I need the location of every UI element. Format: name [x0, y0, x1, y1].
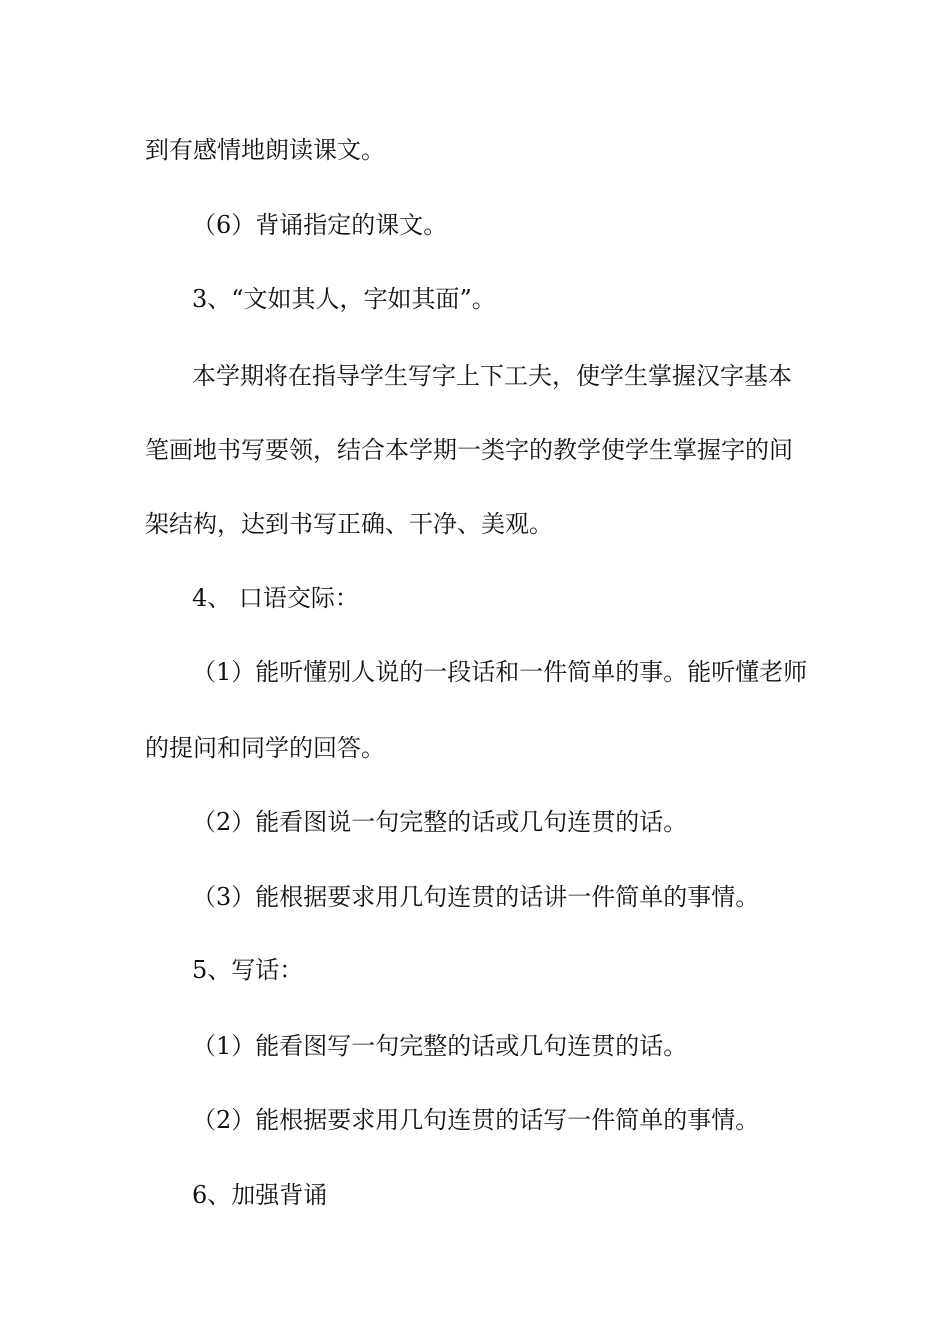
text-line: （2）能根据要求用几句连贯的话写一件简单的事情。: [192, 1106, 760, 1134]
text-line: 架结构，达到书写正确、干净、美观。: [145, 510, 553, 538]
text-line: （1）能听懂别人说的一段话和一件简单的事。能听懂老师: [192, 658, 808, 686]
text-line: （3）能根据要求用几句连贯的话讲一件简单的事情。: [192, 883, 760, 911]
text-line: （1）能看图写一句完整的话或几句连贯的话。: [192, 1032, 688, 1060]
text-line: 到有感情地朗读课文。: [145, 136, 385, 164]
text-line: 5、写话：: [192, 956, 304, 984]
text-line: 本学期将在指导学生写字上下工夫，使学生掌握汉字基本: [192, 362, 792, 390]
text-line: 4、 口语交际：: [192, 584, 359, 612]
text-line: （6）背诵指定的课文。: [192, 211, 448, 239]
text-line: 的提问和同学的回答。: [145, 734, 385, 762]
text-line: （2）能看图说一句完整的话或几句连贯的话。: [192, 808, 688, 836]
text-line: 3、“文如其人，字如其面”。: [192, 285, 496, 313]
text-line: 笔画地书写要领，结合本学期一类字的教学使学生掌握字的间: [145, 436, 793, 464]
text-line: 6、加强背诵: [192, 1181, 328, 1209]
